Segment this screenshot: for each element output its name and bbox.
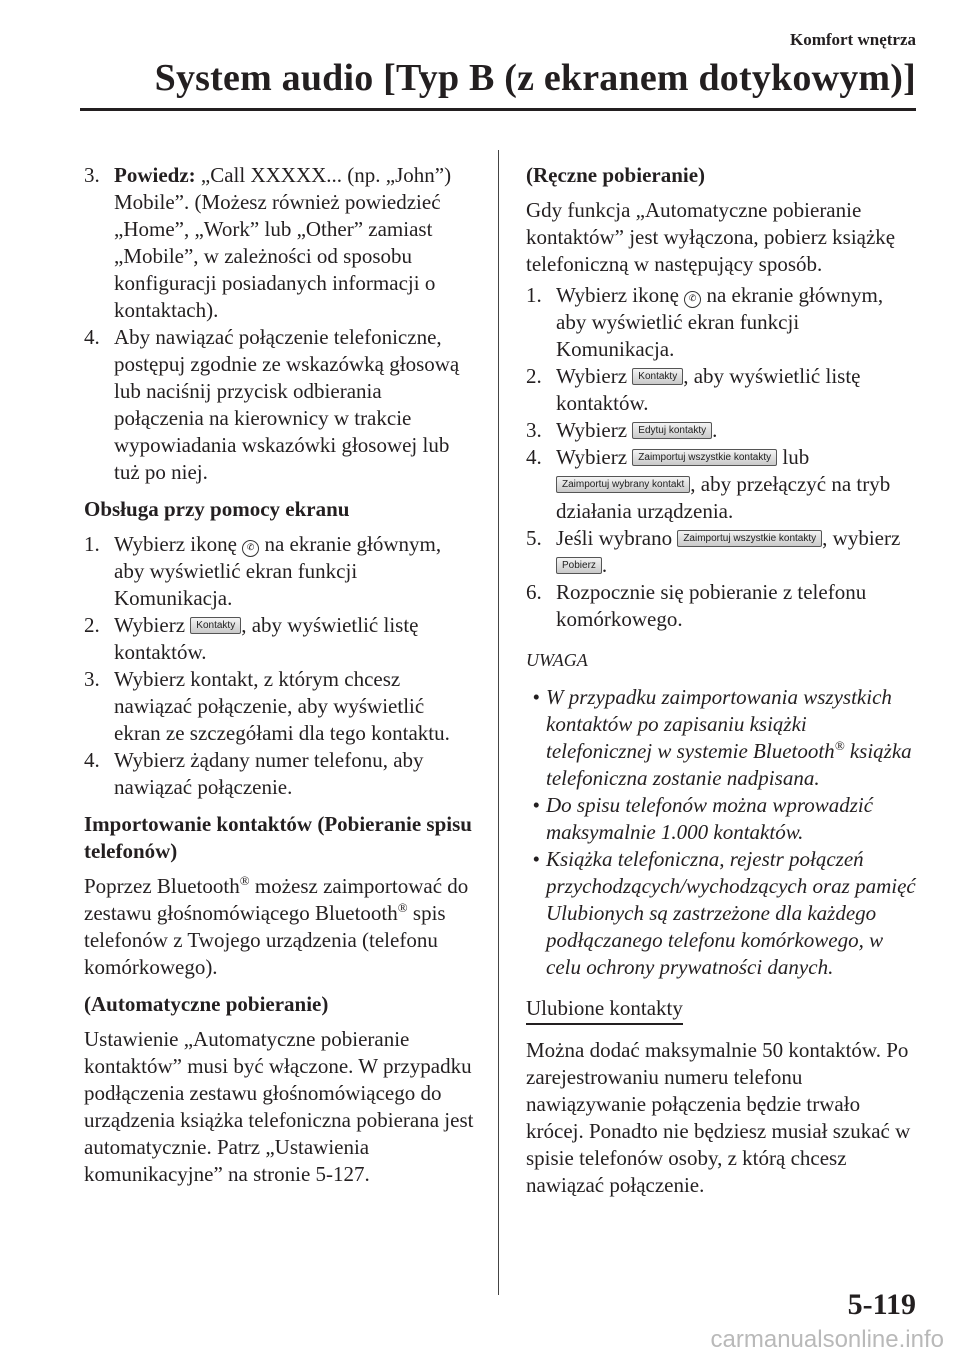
phone-icon: ✆ bbox=[242, 540, 259, 557]
favorites-heading: Ulubione kontakty bbox=[526, 995, 683, 1025]
right-column bbox=[526, 162, 918, 1209]
column-divider bbox=[498, 150, 499, 1295]
manual-intro: Gdy funkcja „Automatyczne pobieranie kontaktów” jest wyłączona, pobierz książkę telefoniczną w następujący sposób. bbox=[526, 198, 896, 276]
manual-step-1: 1. Wybierz ikonę ✆ na ekranie głównym, aby wyświetlić ekran funkcji Komunikacja. bbox=[526, 283, 884, 361]
bullet: • bbox=[532, 685, 540, 709]
registered-mark: ® bbox=[397, 900, 408, 915]
manual-step-2: 2. Wybierz Kontakty , aby wyświetlić listę kontaktów. bbox=[526, 364, 861, 415]
step-3-voice: 3. Powiedz: „Call XXXXX... (np. „John”) Mobile”. (Możesz również powiedzieć „Home”, „Work” lub „Other” zamiast „Mobile”, w zależności od sposobu konfiguracji posiadanych informacji o kontaktach). bbox=[84, 163, 452, 322]
import-paragraph: Poprzez Bluetooth® możesz zaimportować do zestawu głośnomówiącego Bluetooth® spis telefonów z Twojego urządzenia (telefonu komórkowego). bbox=[84, 873, 469, 979]
screen-step-4: 4. Wybierz żądany numer telefonu, aby nawiązać połączenie. bbox=[84, 748, 424, 799]
manual-step-6: 6. Rozpocznie się pobieranie z telefonu komórkowego. bbox=[526, 580, 867, 631]
import-all-contacts-button[interactable]: Zaimportuj wszystkie kontakty bbox=[632, 449, 777, 466]
header-section: Komfort wnętrza bbox=[789, 30, 916, 49]
edit-contacts-button[interactable]: Edytuj kontakty bbox=[632, 422, 712, 439]
manual-step-3: 3. Wybierz Edytuj kontakty . bbox=[526, 418, 718, 442]
manual-step-5: 5. Jeśli wybrano Zaimportuj wszystkie kontakty , wybierz Pobierz . bbox=[526, 526, 901, 577]
bullet: • bbox=[532, 847, 540, 871]
watermark: carmanualsonline.info bbox=[710, 1326, 944, 1353]
kontakty-button[interactable]: Kontakty bbox=[190, 617, 241, 634]
page-number: 5-119 bbox=[847, 1288, 916, 1321]
import-all-contacts-button[interactable]: Zaimportuj wszystkie kontakty bbox=[677, 530, 822, 547]
note-title: UWAGA bbox=[526, 650, 588, 670]
import-selected-contact-button[interactable]: Zaimportuj wybrany kontakt bbox=[556, 476, 690, 493]
note-item: • Książka telefoniczna, rejestr połączeń przychodzących/wychodzących oraz pamięć Ulubionych są zastrzeżone dla każdego podłączanego telefonu komórkowego, w celu ochrony prywatności danych. bbox=[526, 846, 918, 981]
kontakty-button[interactable]: Kontakty bbox=[632, 368, 683, 385]
registered-mark: ® bbox=[834, 738, 845, 753]
import-heading: Importowanie kontaktów (Pobieranie spisu telefonów) bbox=[84, 812, 472, 863]
left-column bbox=[84, 162, 476, 1198]
bullet: • bbox=[532, 793, 540, 817]
download-button[interactable]: Pobierz bbox=[556, 557, 602, 574]
note-item: • Do spisu telefonów można wprowadzić maksymalnie 1.000 kontaktów. bbox=[526, 792, 918, 846]
manual-step-4: 4. Wybierz Zaimportuj wszystkie kontakty lub Zaimportuj wybrany kontakt , aby przełączyć na tryb działania urządzenia. bbox=[526, 445, 891, 523]
phone-icon: ✆ bbox=[684, 291, 701, 308]
manual-heading: (Ręczne pobieranie) bbox=[526, 163, 706, 187]
note-item: • W przypadku zaimportowania wszystkich kontaktów po zapisaniu książki telefonicznej w systemie Bluetooth® książka telefoniczna zostanie nadpisana. bbox=[526, 684, 918, 792]
screen-step-2: 2. Wybierz Kontakty , aby wyświetlić listę kontaktów. bbox=[84, 613, 419, 664]
header-rule bbox=[80, 108, 916, 111]
step-4-voice: 4. Aby nawiązać połączenie telefoniczne, postępuj zgodnie ze wskazówką głosową lub naciśnij przycisk odbierania połączenia na kierownicy w trakcie wypowiadania wskazówki głosowej lub tuż po niej. bbox=[84, 325, 460, 484]
auto-heading: (Automatyczne pobieranie) bbox=[84, 992, 329, 1016]
screen-step-3: 3. Wybierz kontakt, z którym chcesz nawiązać połączenie, aby wyświetlić ekran ze szczegółami dla tego kontaktu. bbox=[84, 667, 450, 745]
screen-step-1: 1. Wybierz ikonę ✆ na ekranie głównym, aby wyświetlić ekran funkcji Komunikacja. bbox=[84, 532, 442, 610]
registered-mark: ® bbox=[239, 873, 250, 888]
page-title: System audio [Typ B (z ekranem dotykowym)] bbox=[154, 57, 916, 99]
screen-heading: Obsługa przy pomocy ekranu bbox=[84, 497, 350, 521]
favorites-paragraph: Można dodać maksymalnie 50 kontaktów. Po zarejestrowaniu numeru telefonu nawiązywanie połączenia będzie trwało krócej. Ponadto nie będziesz musiał szukać w spisie telefonów osoby, z którą chcesz nawiązać połączenie. bbox=[526, 1038, 911, 1197]
auto-paragraph: Ustawienie „Automatyczne pobieranie kontaktów” musi być włączone. W przypadku podłączenia zestawu głośnomówiącego do urządzenia książka telefoniczna pobierana jest automatycznie. Patrz „Ustawienia komunikacyjne” na stronie 5-127. bbox=[84, 1027, 474, 1186]
